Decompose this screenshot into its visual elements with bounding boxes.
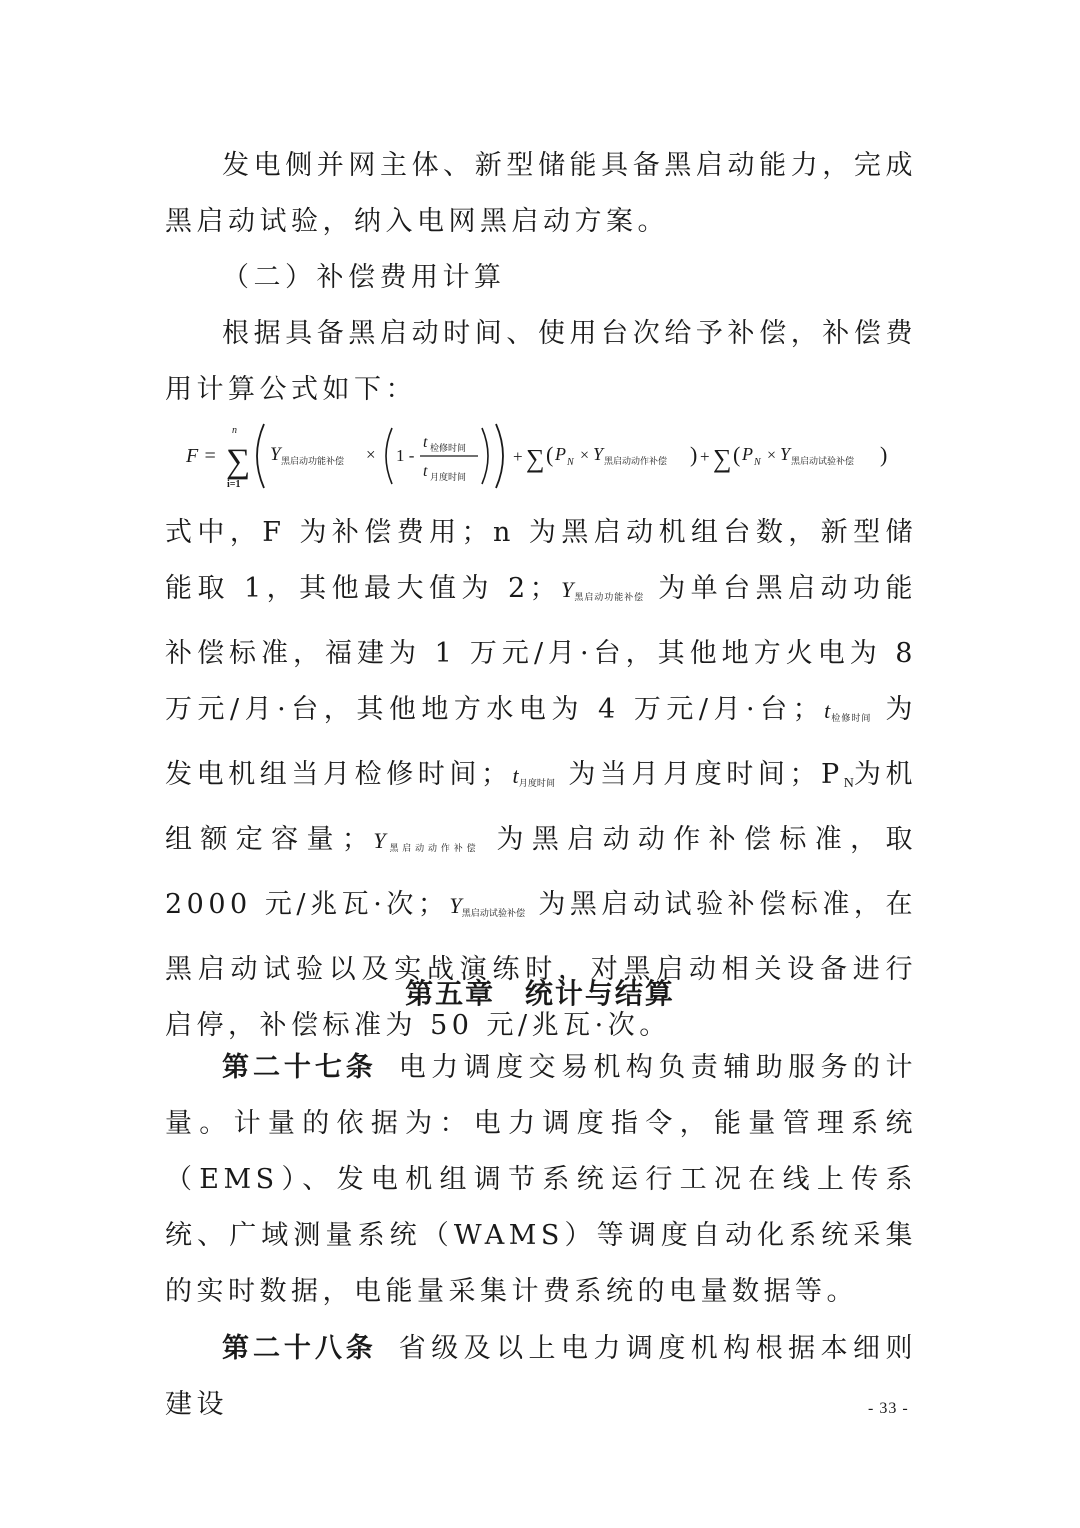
symbol-y: Y xyxy=(373,828,386,853)
chapter-number: 第五章 xyxy=(405,977,496,1010)
formula-p-1: P xyxy=(555,444,566,464)
explanation-part-3: 为发电机组当月检修时间； xyxy=(165,694,917,790)
left-paren-inner xyxy=(386,428,392,484)
formula-t-numerator: t xyxy=(423,434,428,451)
article-28-label: 第二十八条 xyxy=(222,1333,377,1364)
symbol-y-function-sub: 黑启动功能补偿 xyxy=(573,593,645,603)
article-27-label: 第二十七条 xyxy=(222,1052,377,1083)
section-heading-compensation-calculation xyxy=(165,250,917,306)
explanation-part-4: 为当月月度时间； xyxy=(568,759,822,790)
formula-close-paren-1: ) xyxy=(690,442,698,467)
right-paren-outer xyxy=(496,424,503,488)
paragraph-black-start-capability xyxy=(165,138,917,250)
explanation-part-7: 为黑启动试验补偿标准，在黑启动试验以及实战演练时，对黑启动相关设备进行启停，补偿标准为 50 元/兆瓦·次。 xyxy=(165,889,917,1041)
symbol-y-test-sub: 黑启动试验补偿 xyxy=(461,909,526,919)
article-27-paragraph xyxy=(165,1040,917,1320)
formula-t-overhaul-sub: 检修时间 xyxy=(430,444,467,454)
page-number: - 33 - xyxy=(868,1400,909,1417)
explanation-part-1: 式中，F 为补偿费用；n 为黑启动机组台数，新型储能取 1，其他最大值为 2； xyxy=(165,517,917,604)
formula-close-paren-2: ) xyxy=(880,442,888,467)
formula-y-test-sub: 黑启动试验补偿 xyxy=(791,457,855,467)
explanation-part-6: 为黑启动动作补偿标准，取 2000 元/兆瓦·次； xyxy=(165,824,917,920)
formula-y-function-sub: 黑启动功能补偿 xyxy=(281,457,345,467)
formula-t-month-sub: 月度时间 xyxy=(430,473,467,483)
compensation-formula xyxy=(180,420,900,500)
sigma-symbol: ∑ xyxy=(226,443,251,480)
symbol-t: t xyxy=(824,698,831,723)
formula-times-3: × xyxy=(767,447,777,464)
formula-plus-2: + xyxy=(700,447,710,466)
formula-p-2-sub: N xyxy=(754,457,761,468)
paragraph-text: 发电侧并网主体、新型储能具备黑启动能力，完成黑启动试验，纳入电网黑启动方案。 xyxy=(165,150,917,237)
right-paren-inner xyxy=(482,428,488,484)
article-28-text: 省级及以上电力调度机构根据本细则建设 xyxy=(165,1333,917,1420)
formula-times-2: × xyxy=(580,447,590,464)
formula-sum-upper: n xyxy=(232,425,237,436)
formula-p-1-sub: N xyxy=(567,457,574,468)
symbol-t-overhaul-sub: 检修时间 xyxy=(830,714,872,724)
article-28-paragraph xyxy=(165,1321,917,1433)
formula-y-function: Y xyxy=(270,444,281,465)
formula-p-2: P xyxy=(742,444,753,464)
formula-t-denominator: t xyxy=(423,463,428,480)
symbol-p-sub: N xyxy=(843,776,854,791)
sigma-symbol-2: ∑ xyxy=(526,444,545,473)
sigma-symbol-3: ∑ xyxy=(713,444,732,473)
formula-sum-lower: i=1 xyxy=(227,479,241,490)
article-27-text: 电力调度交易机构负责辅助服务的计量。计量的依据为：电力调度指令，能量管理系统（EMS）、发电机组调节系统运行工况在线上传系统、广域测量系统（WAMS）等调度自动化系统采集的实时数据，电能量采集计费系统的电量数据等。 xyxy=(165,1052,917,1307)
chapter-heading xyxy=(0,972,1080,1012)
explanation-part-2: 为单台黑启动功能补偿标准，福建为 1 万元/月·台，其他地方火电为 8 万元/月·台，其他地方水电为 4 万元/月·台； xyxy=(165,573,917,725)
article-28 xyxy=(165,1321,917,1433)
symbol-p: P xyxy=(821,759,844,790)
paragraph-formula-intro xyxy=(165,306,917,418)
explanation-part-5: 为机组额定容量； xyxy=(165,759,918,855)
formula-open-paren-1: ( xyxy=(546,442,554,467)
section-heading: （二）补偿费用计算 xyxy=(222,262,506,293)
paragraph-text: 根据具备黑启动时间、使用台次给予补偿，补偿费用计算公式如下： xyxy=(165,318,917,405)
symbol-t-month-sub: 月度时间 xyxy=(518,779,556,789)
formula-y-action: Y xyxy=(593,444,604,464)
left-paren-outer xyxy=(257,424,264,488)
formula-plus-1: + xyxy=(513,447,523,466)
symbol-y: Y xyxy=(449,893,462,918)
formula-y-test: Y xyxy=(780,444,791,464)
formula-open-paren-2: ( xyxy=(733,442,741,467)
article-27 xyxy=(165,1040,917,1320)
formula-lhs: F = xyxy=(186,445,217,467)
formula-one-minus: 1 - xyxy=(396,446,415,465)
symbol-y-action-sub: 黑启动动作补偿 xyxy=(385,844,480,854)
formula-y-action-sub: 黑启动动作补偿 xyxy=(604,457,668,467)
chapter-title: 统计与结算 xyxy=(524,977,675,1010)
symbol-y: Y xyxy=(561,577,574,602)
symbol-t: t xyxy=(512,763,519,788)
formula-times-1: × xyxy=(366,445,376,464)
